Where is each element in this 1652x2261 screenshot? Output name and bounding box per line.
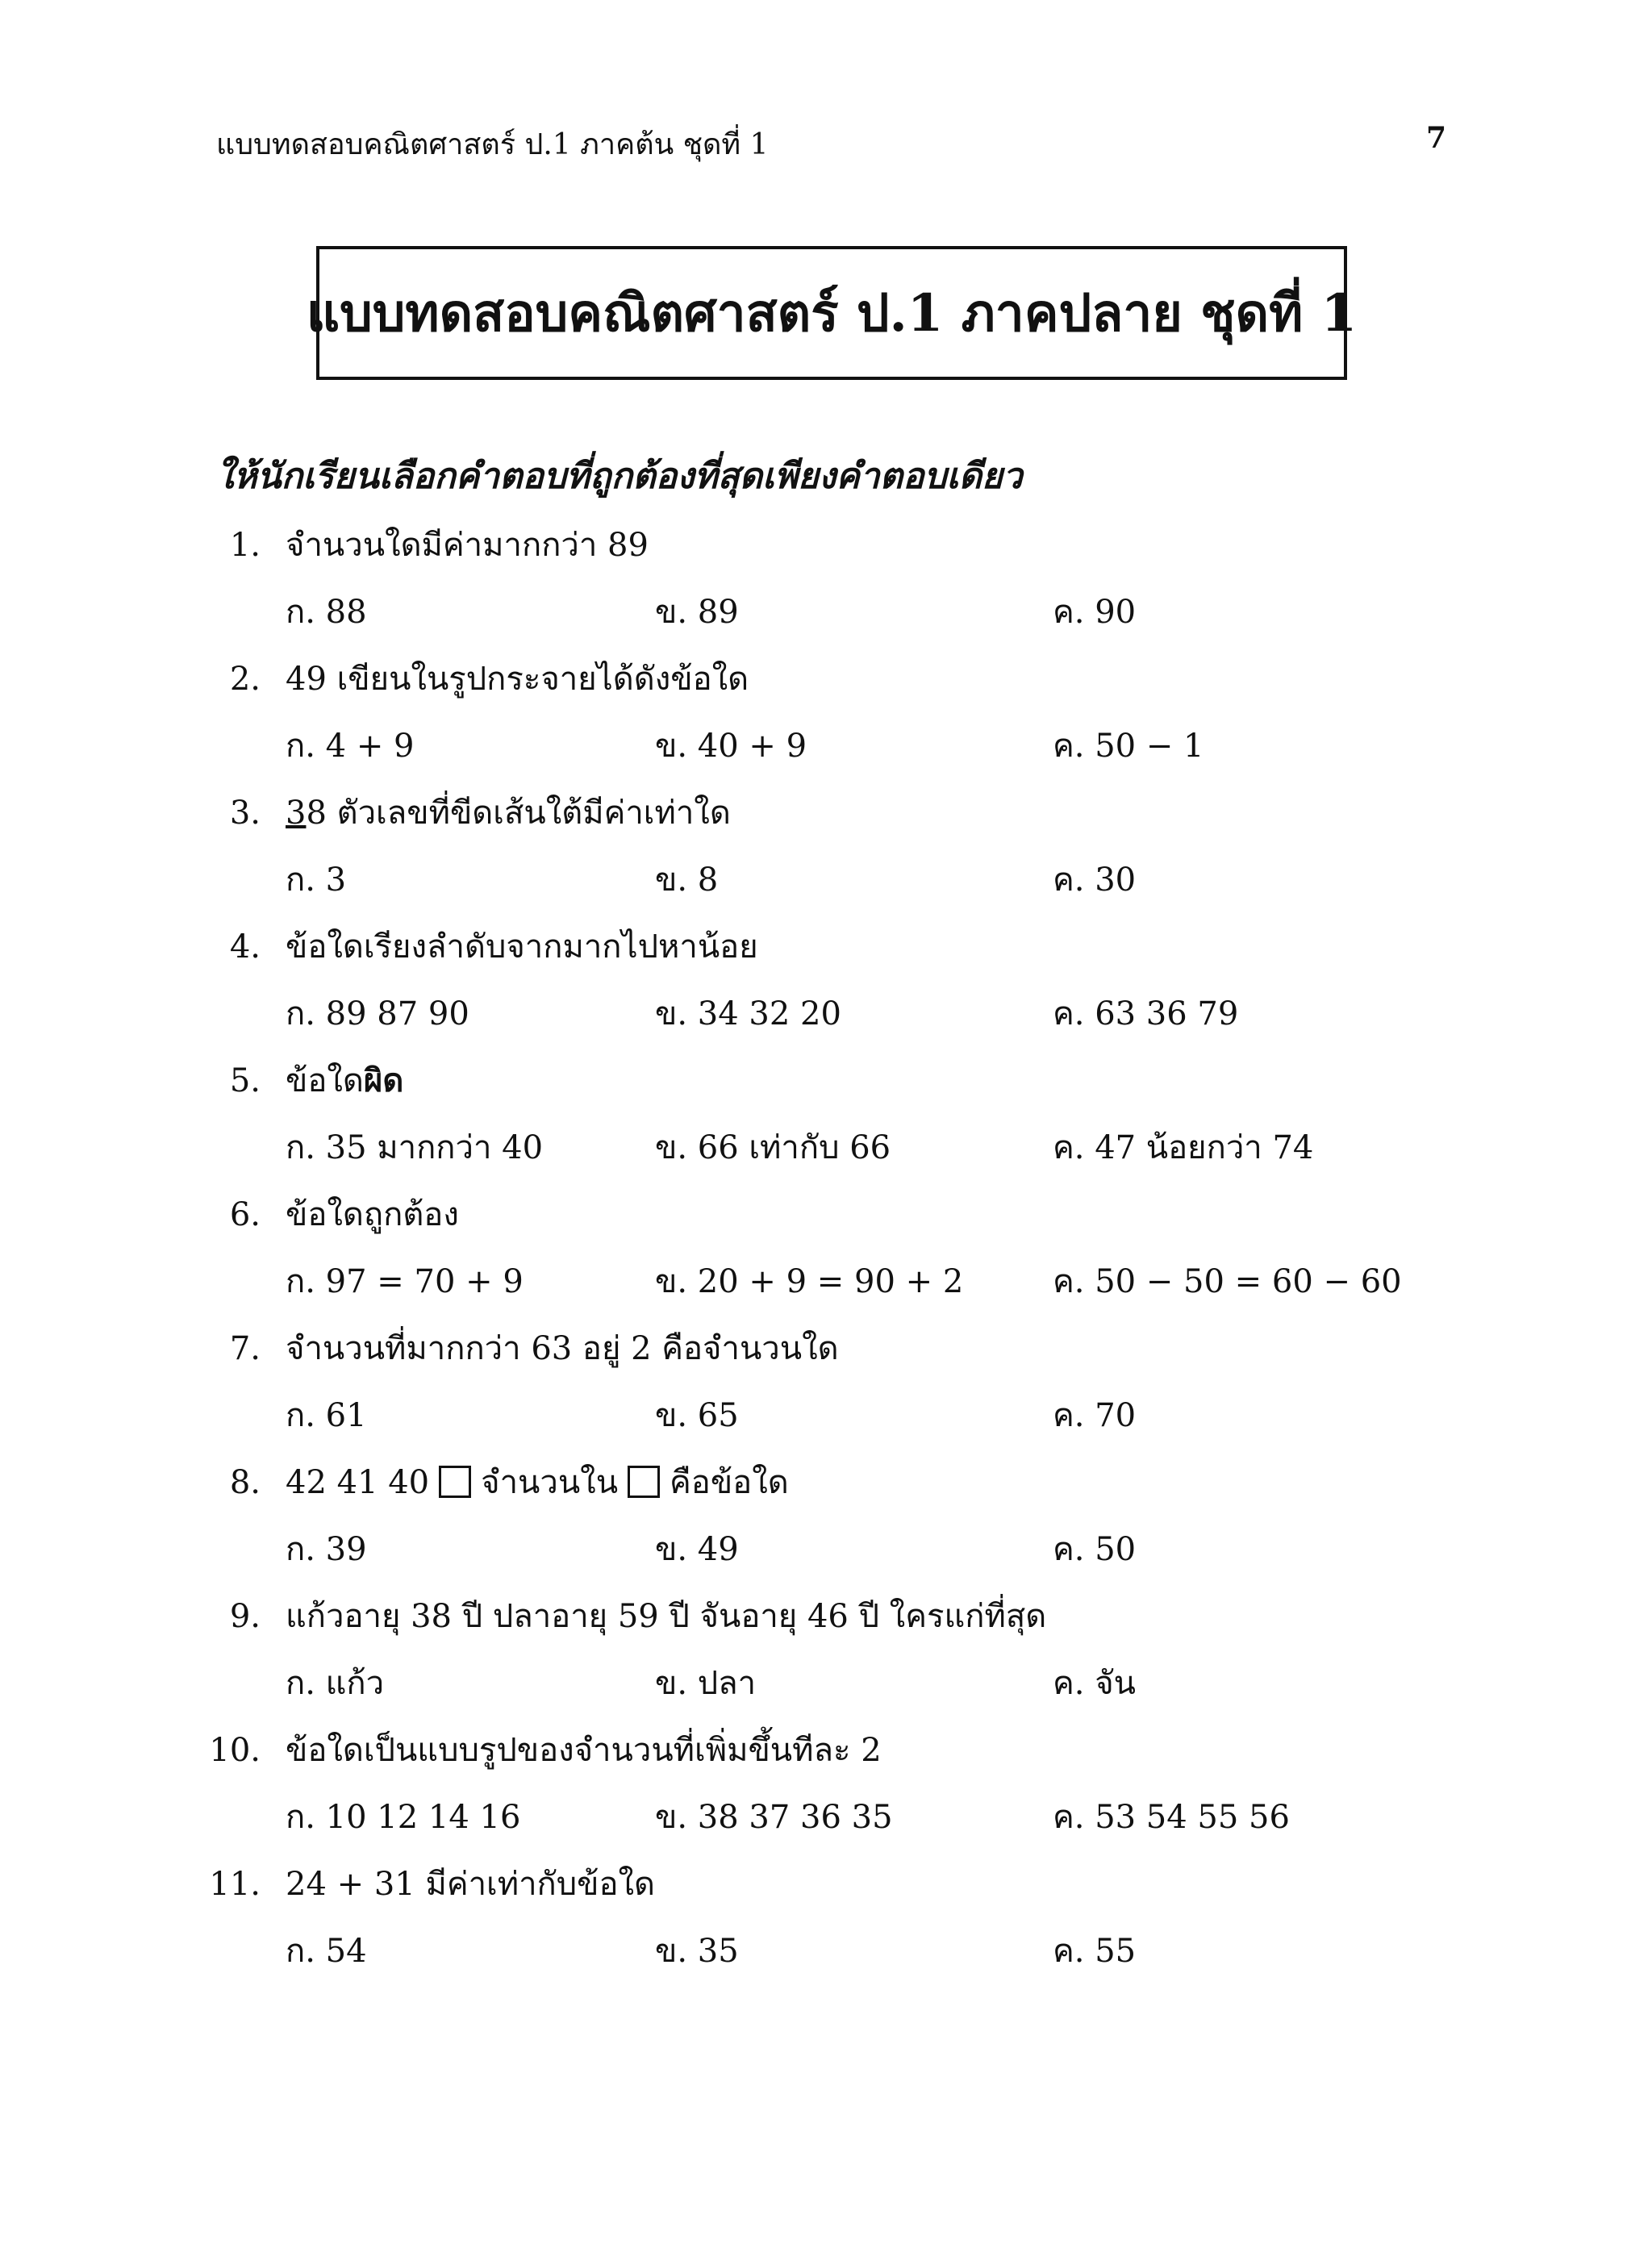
choice-c[interactable]: ค. 30 — [1053, 861, 1137, 899]
choice-c[interactable]: ค. 70 — [1053, 1397, 1137, 1434]
choices-8 — [0, 1519, 1652, 1586]
choice-b[interactable]: ข. 66 เท่ากับ 66 — [655, 1129, 891, 1166]
question-number: 11. — [209, 1866, 261, 1903]
choices-9 — [0, 1653, 1652, 1720]
choice-a[interactable]: ก. 89 87 90 — [286, 995, 469, 1032]
choice-b[interactable]: ข. 38 37 36 35 — [655, 1799, 893, 1836]
choices-10 — [0, 1787, 1652, 1854]
choice-c[interactable]: ค. 50 — [1053, 1531, 1137, 1568]
choice-c[interactable]: ค. จัน — [1053, 1665, 1136, 1702]
question-10 — [0, 1720, 1652, 1787]
choices-5 — [0, 1117, 1652, 1184]
choice-c[interactable]: ค. 50 − 1 — [1053, 728, 1204, 765]
question-text — [286, 1458, 789, 1507]
question-number: 5. — [229, 1062, 261, 1099]
choice-c[interactable]: ค. 47 น้อยกว่า 74 — [1053, 1129, 1314, 1166]
choice-a[interactable]: ก. 35 มากกว่า 40 — [286, 1129, 544, 1166]
choices-1 — [0, 582, 1652, 649]
question-text-rest: 8 ตัวเลขที่ขีดเส้นใต้มีค่าเท่าใด — [306, 795, 731, 832]
choice-b[interactable]: ข. 65 — [655, 1397, 739, 1434]
choice-b[interactable]: ข. 49 — [655, 1531, 739, 1568]
emphasis-word: ผิด — [363, 1062, 404, 1099]
question-text-middle: จำนวนใน — [481, 1464, 619, 1501]
question-number: 4. — [229, 928, 261, 966]
question-list — [0, 515, 1652, 1988]
question-number: 8. — [229, 1464, 261, 1501]
choices-4 — [0, 983, 1652, 1050]
choice-b[interactable]: ข. 8 — [655, 861, 719, 899]
choice-b[interactable]: ข. ปลา — [655, 1665, 757, 1702]
question-text: ข้อใดเรียงลำดับจากมากไปหาน้อย — [286, 928, 758, 966]
question-7 — [0, 1318, 1652, 1385]
choice-a[interactable]: ก. 54 — [286, 1933, 367, 1970]
question-1 — [0, 515, 1652, 582]
question-text: 49 เขียนในรูปกระจายได้ดังข้อใด — [286, 661, 749, 698]
choice-b[interactable]: ข. 40 + 9 — [655, 728, 807, 765]
choices-11 — [0, 1921, 1652, 1988]
choice-a[interactable]: ก. 4 + 9 — [286, 728, 415, 765]
question-text: ข้อใดถูกต้อง — [286, 1196, 459, 1233]
choice-a[interactable]: ก. 10 12 14 16 — [286, 1799, 521, 1836]
question-number: 9. — [229, 1598, 261, 1635]
question-text: จำนวนที่มากกว่า 63 อยู่ 2 คือจำนวนใด — [286, 1330, 839, 1367]
question-text: ข้อใดเป็นแบบรูปของจำนวนที่เพิ่มขึ้นทีละ 2 — [286, 1732, 882, 1769]
question-9 — [0, 1586, 1652, 1653]
question-6 — [0, 1184, 1652, 1251]
question-3 — [0, 782, 1652, 849]
question-number: 7. — [229, 1330, 261, 1367]
page-title: แบบทดสอบคณิตศาสตร์ ป.1 ภาคปลาย ชุดที่ 1 — [306, 283, 1358, 344]
question-text — [286, 1057, 403, 1105]
page-number: 7 — [1426, 121, 1447, 155]
question-5 — [0, 1050, 1652, 1117]
choice-c[interactable]: ค. 50 − 50 = 60 − 60 — [1053, 1263, 1402, 1300]
question-number: 6. — [229, 1196, 261, 1233]
question-4 — [0, 916, 1652, 983]
choice-c[interactable]: ค. 63 36 79 — [1053, 995, 1239, 1032]
choice-c[interactable]: ค. 53 54 55 56 — [1053, 1799, 1290, 1836]
question-number: 10. — [209, 1732, 261, 1769]
underlined-digit: 3 — [286, 795, 307, 832]
instruction: ให้นักเรียนเลือกคำตอบที่ถูกต้องที่สุดเพียงคำตอบเดียว — [216, 456, 1023, 497]
question-11 — [0, 1854, 1652, 1921]
choice-a[interactable]: ก. 3 — [286, 861, 347, 899]
choice-b[interactable]: ข. 35 — [655, 1933, 739, 1970]
choice-b[interactable]: ข. 34 32 20 — [655, 995, 841, 1032]
choice-b[interactable]: ข. 89 — [655, 594, 739, 631]
question-text: แก้วอายุ 38 ปี ปลาอายุ 59 ปี จันอายุ 46 ปี ใครแก่ที่สุด — [286, 1598, 1047, 1635]
question-text: จำนวนใดมีค่ามากกว่า 89 — [286, 527, 649, 564]
choices-3 — [0, 849, 1652, 916]
question-8 — [0, 1452, 1652, 1519]
choices-7 — [0, 1385, 1652, 1452]
question-text-lead: ข้อใด — [286, 1062, 364, 1099]
blank-box — [628, 1466, 660, 1498]
choice-a[interactable]: ก. แก้ว — [286, 1665, 385, 1702]
choice-a[interactable]: ก. 39 — [286, 1531, 367, 1568]
choice-a[interactable]: ก. 97 = 70 + 9 — [286, 1263, 524, 1300]
choice-b[interactable]: ข. 20 + 9 = 90 + 2 — [655, 1263, 964, 1300]
choice-c[interactable]: ค. 55 — [1053, 1933, 1137, 1970]
question-text — [286, 789, 731, 837]
choice-a[interactable]: ก. 88 — [286, 594, 367, 631]
choice-a[interactable]: ก. 61 — [286, 1397, 367, 1434]
choice-c[interactable]: ค. 90 — [1053, 594, 1137, 631]
title-box — [306, 246, 1358, 380]
number-sequence: 42 41 40 — [286, 1464, 430, 1501]
question-2 — [0, 649, 1652, 715]
blank-box — [439, 1466, 471, 1498]
question-text: 24 + 31 มีค่าเท่ากับข้อใด — [286, 1866, 656, 1903]
choices-2 — [0, 715, 1652, 782]
running-header: แบบทดสอบคณิตศาสตร์ ป.1 ภาคต้น ชุดที่ 1 — [216, 128, 769, 161]
question-number: 2. — [229, 661, 261, 698]
question-number: 1. — [229, 527, 261, 564]
choices-6 — [0, 1251, 1652, 1318]
question-number: 3. — [229, 795, 261, 832]
question-text-end: คือข้อใด — [670, 1464, 789, 1501]
